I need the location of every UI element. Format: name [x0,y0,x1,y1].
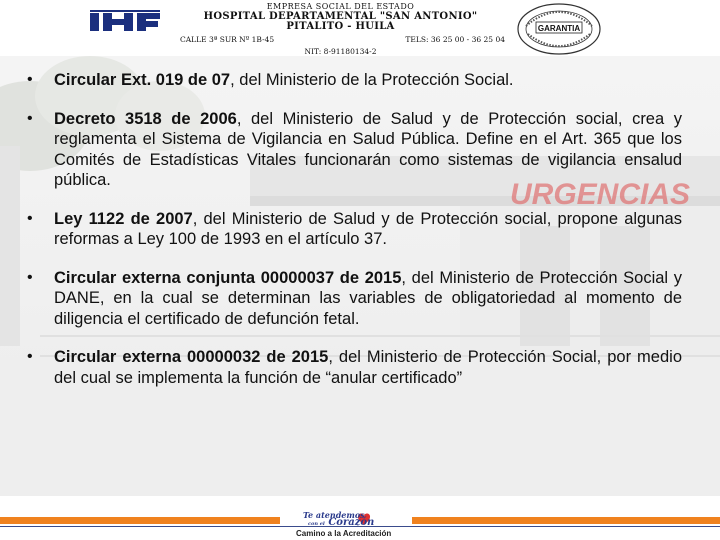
letterhead [0,0,720,56]
hospital-name: HOSPITAL DEPARTAMENTAL "SAN ANTONIO" [203,11,478,22]
list-item [22,209,682,250]
footer-slogan-word: Corazón [328,517,375,528]
bullet-icon: • [27,268,33,286]
list-item [22,347,682,388]
item-title: Circular externa 00000032 de 2015 [54,348,329,366]
item-description: , del Ministerio de Protección Social, por medio del cual se implementa la función de “anular certificado” [54,348,682,387]
footer-slogan-line2 [308,517,374,528]
urgencias-sign: URGENCIAS [510,178,691,211]
guarantee-seal [516,2,602,56]
item-description: , del Ministerio de la Protección Social. [230,71,514,89]
footer-slogan-line1: Te atendemos [303,510,365,520]
list-item [22,109,682,191]
slide-footer [0,500,720,540]
list-item [22,268,682,330]
item-description: , del Ministerio de Protección Social y DANE, en la cual se determinan las variables de obligatoriedad al momento de diligencia el certificado de defunción fetal. [54,268,682,328]
bullet-icon: • [27,109,33,127]
bullet-icon: • [27,71,33,88]
footer-bar-left [0,517,280,524]
item-title: Decreto 3518 de 2006 [54,109,237,128]
letterhead-text [168,3,513,55]
bullet-icon: • [27,209,33,227]
hospital-nit: NIT: 8-91180134-2 [304,46,377,56]
hospital-phones: TELS: 36 25 00 - 36 25 04 [405,35,505,44]
footer-slogan-small: con el [308,521,325,527]
hospital-city: PITALITO - HUILA [286,21,395,32]
hospital-logo [90,10,162,34]
item-title: Circular Ext. 019 de 07 [54,71,231,89]
hospital-address: CALLE 3ª SUR Nº 1B-45 [180,35,275,44]
item-title: Ley 1122 de 2007 [54,209,193,228]
company-line: EMPRESA SOCIAL DEL ESTADO [266,2,415,11]
footer-caption: Camino a la Acreditación [296,529,392,538]
bullet-icon: • [27,348,33,365]
svg-text:GARANTIA: GARANTIA [537,24,581,33]
item-description: , del Ministerio de Salud y de Protección social, propone algunas reformas a Ley 100 de 1993 en el artículo 37. [54,209,682,248]
item-description: , del Ministerio de Salud y de Protección social, crea y reglamenta el Sistema de Vigilancia en Salud Pública. Define en el Art. 365 que los Comités de Estadísticas Vitales funcionarán como sistemas de vigilancia ensalud pública. [54,109,682,189]
footer-bar-right [412,517,720,524]
item-title: Circular externa conjunta 00000037 de 2015 [54,268,402,287]
list-item [22,70,682,91]
legal-references-list [22,70,682,406]
